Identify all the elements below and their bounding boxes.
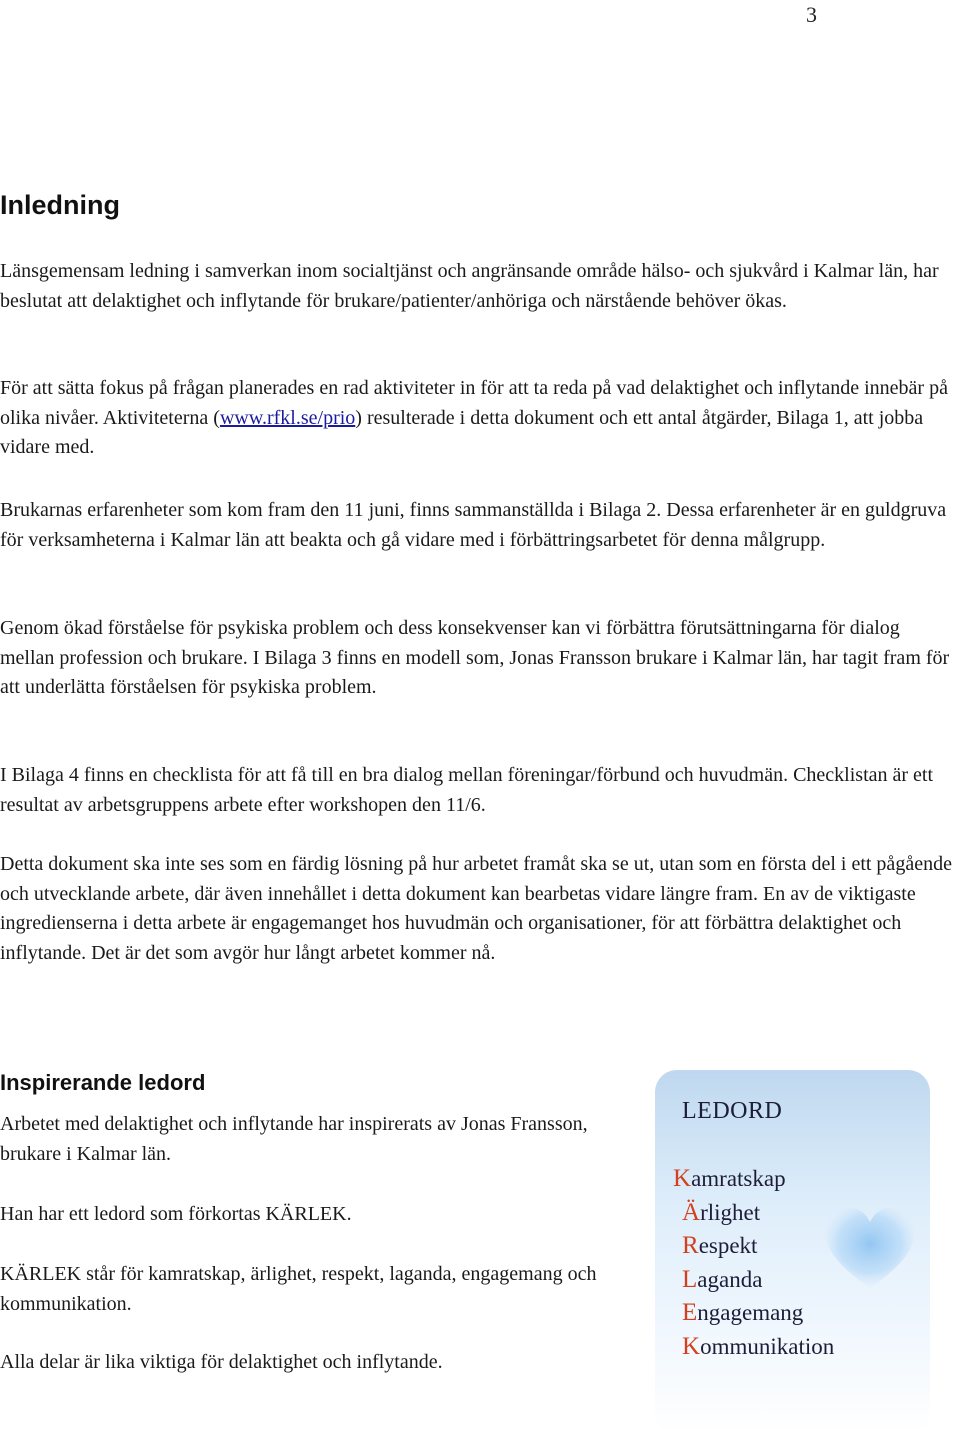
heart-icon (820, 1200, 920, 1295)
ledord-box (655, 1070, 930, 1435)
intro-paragraph-6: Detta dokument ska inte ses som en färdig lösning på hur arbetet framåt ska se ut, utan som en första del i ett pågående och utvecklande arbete, där även innehållet i detta dokument kan bearbetas vidare längre fram. En av de viktigaste ingredienserna i detta arbete är engagemanget hos huvudmän och organisationer, för att förbättra delaktighet och inflytande. Det är det som avgör hur långt arbetet kommer nå. (0, 853, 952, 964)
ledord-item-laganda: Laganda (682, 1265, 763, 1293)
intro-paragraph-4: Genom ökad förståelse för psykiska problem och dess konsekvenser kan vi förbättra förutsättningarna för dialog mellan profession och brukare. I Bilaga 3 finns en modell som, Jonas Fransson brukare i Kalmar län, har tagit fram för att underlätta förståelsen för psykiska problem. (0, 617, 950, 698)
section-heading-inspirerande-ledord: Inspirerande ledord (0, 1070, 206, 1095)
ledord-item-kommunikation: Kommunikation (682, 1332, 835, 1360)
prio-link[interactable]: www.rfkl.se/prio (219, 406, 356, 429)
page-number: 3 (806, 2, 817, 27)
ledord-item-kamratskap: Kamratskap (673, 1165, 786, 1192)
ledord-title: LEDORD (682, 1098, 783, 1124)
intro-paragraph-2 (0, 374, 958, 463)
inspiring-paragraph-1: Arbetet med delaktighet och inflytande har inspirerats av Jonas Fransson, brukare i Kalmar län. (0, 1113, 588, 1165)
intro-p2-text-end: ) resulterade i detta dokument och ett antal åtgärder, Bilaga 1, att jobba vidare med. (0, 406, 924, 458)
ledord-item-respekt: Respekt (682, 1232, 758, 1260)
ledord-item-engagemang: Engagemang (682, 1299, 804, 1327)
ledord-list (673, 1162, 834, 1364)
inspiring-paragraph-4: Alla delar är lika viktiga för delaktighet och inflytande. (0, 1351, 443, 1373)
intro-paragraph-3: Brukarnas erfarenheter som kom fram den 11 juni, finns sammanställda i Bilaga 2. Dessa erfarenheter är en guldgruva för verksamheterna i Kalmar län att beakta och gå vidare med i förbättringsarbetet för denna målgrupp. (0, 499, 947, 551)
intro-p2-text-start: För att sätta fokus på frågan planerades en rad aktiviteter in för att ta reda på vad delaktighet och inflytande innebär på olika nivåer. Aktiviteterna ( (0, 377, 948, 429)
intro-paragraph-1: Länsgemensam ledning i samverkan inom socialtjänst och angränsande område hälso- och sjukvård i Kalmar län, har beslutat att delaktighet och inflytande för brukare/patienter/anhöriga och närstående behöver ökas. (0, 260, 939, 312)
intro-paragraph-5: I Bilaga 4 finns en checklista för att få till en bra dialog mellan föreningar/förbund och huvudmän. Checklistan är ett resultat av arbetsgruppens arbete efter workshopen den 11/6. (0, 764, 934, 816)
inspiring-paragraph-3: KÄRLEK står för kamratskap, ärlighet, respekt, laganda, engagemang och kommunikation. (0, 1263, 597, 1315)
ledord-item-arlighet: Ärlighet (682, 1198, 761, 1226)
inspiring-paragraph-2: Han har ett ledord som förkortas KÄRLEK. (0, 1203, 352, 1225)
section-heading-inledning: Inledning (0, 190, 120, 220)
